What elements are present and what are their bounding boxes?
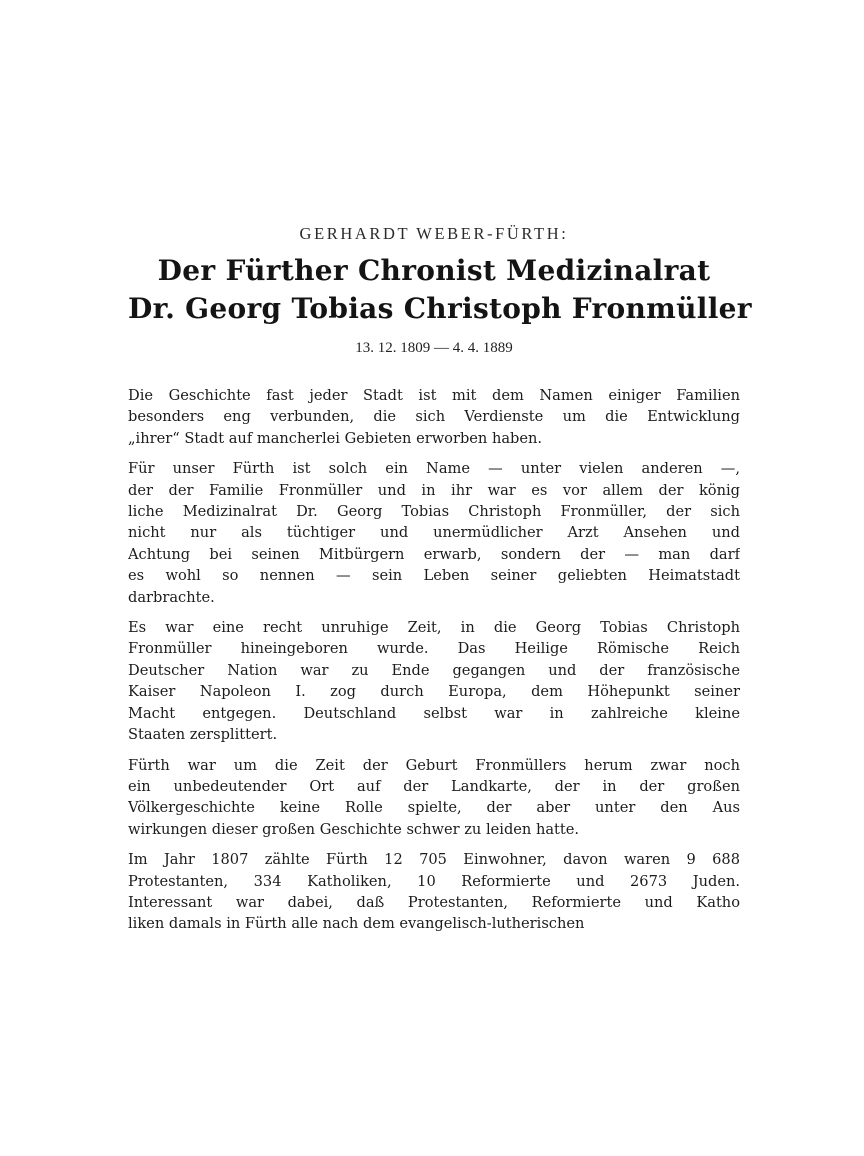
article <box>128 224 752 944</box>
text-line: wirkungen dieser großen Geschichte schwer zu leiden hatte. <box>128 820 580 838</box>
text-line: ein unbedeutender Ort auf der Landkarte, der in der großen <box>128 777 740 795</box>
text-line: Im Jahr 1807 zählte Fürth 12 705 Einwohner, davon waren 9 688 <box>128 851 740 869</box>
article-author: GERHARDT WEBER-FÜRTH: <box>299 224 569 243</box>
article-body <box>128 385 740 935</box>
text-line: Es war eine recht unruhige Zeit, in die Georg Tobias Christoph <box>128 619 740 637</box>
text-line: liken damals in Fürth alle nach dem evangelisch-lutherischen <box>128 915 585 933</box>
text-line: Macht entgegen. Deutschland selbst war in zahlreiche kleine <box>128 704 740 722</box>
paragraph <box>128 385 740 449</box>
text-line: Achtung bei seinen Mitbürgern erwarb, sondern der — man darf <box>128 545 740 563</box>
text-line: Für unser Fürth ist solch ein Name — unter vielen anderen —, <box>128 460 740 478</box>
text-line: „ihrer“ Stadt auf mancherlei Gebieten erworben haben. <box>128 429 543 447</box>
text-line: besonders eng verbunden, die sich Verdienste um die Entwicklung <box>128 408 740 426</box>
text-line: nicht nur als tüchtiger und unermüdlicher Arzt Ansehen und <box>128 524 740 542</box>
text-line: Deutscher Nation war zu Ende gegangen und der französische <box>128 661 740 679</box>
paragraph <box>128 849 740 935</box>
text-line: Staaten zersplittert. <box>128 726 278 744</box>
title-line-2: Dr. Georg Tobias Christoph Fronmüller <box>128 292 752 325</box>
article-title <box>128 252 752 328</box>
paragraph <box>128 755 740 841</box>
text-line: darbrachte. <box>128 588 215 606</box>
life-dates: 13. 12. 1809 — 4. 4. 1889 <box>355 340 513 356</box>
text-line: liche Medizinalrat Dr. Georg Tobias Christoph Fronmüller, der sich <box>128 503 740 521</box>
text-line: Protestanten, 334 Katholiken, 10 Reformierte und 2673 Juden. <box>128 872 740 890</box>
text-line: Fürth war um die Zeit der Geburt Fronmüllers herum zwar noch <box>128 756 740 774</box>
text-line: Die Geschichte fast jeder Stadt ist mit dem Namen einiger Familien <box>128 387 740 404</box>
text-line: der der Familie Fronmüller und in ihr war es vor allem der könig <box>128 481 740 499</box>
text-line: es wohl so nennen — sein Leben seiner geliebten Heimatstadt <box>128 567 740 585</box>
title-line-1: Der Fürther Chronist Medizinalrat <box>157 254 711 287</box>
text-line: Völkergeschichte keine Rolle spielte, der aber unter den Aus <box>128 799 740 817</box>
text-line: Interessant war dabei, daß Protestanten, Reformierte und Katho <box>128 893 740 911</box>
text-line: Kaiser Napoleon I. zog durch Europa, dem Höhepunkt seiner <box>128 683 740 701</box>
paragraph <box>128 458 740 608</box>
paragraph <box>128 617 740 745</box>
text-line: Fronmüller hineingeboren wurde. Das Heilige Römische Reich <box>128 640 740 658</box>
